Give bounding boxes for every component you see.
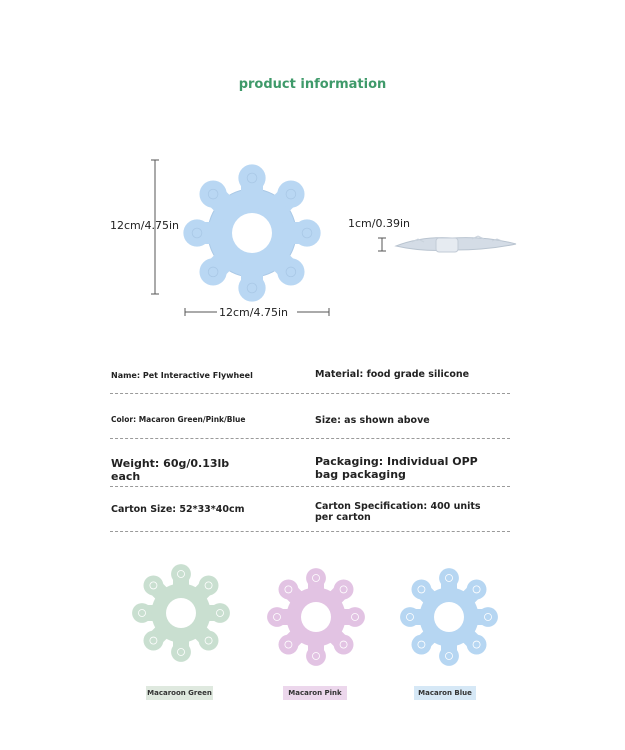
variant-label-green: Macaroon Green	[146, 686, 213, 700]
flywheel-side-view-image	[392, 230, 522, 260]
spec-name: Name: Pet Interactive Flywheel	[111, 371, 253, 380]
variant-label-blue: Macaron Blue	[414, 686, 476, 700]
page-title: product information	[238, 77, 387, 92]
spec-divider	[110, 393, 510, 394]
height-dimension-label: 12cm/4.75in	[110, 219, 179, 232]
spec-divider	[110, 486, 510, 487]
variant-label-pink: Macaron Pink	[283, 686, 347, 700]
spec-material: Material: food grade silicone	[315, 369, 470, 380]
thickness-dimension-label: 1cm/0.39in	[348, 217, 410, 230]
thickness-dimension-line	[377, 237, 387, 253]
flywheel-toy-image	[168, 153, 348, 313]
spec-carton-specification: Carton Specification: 400 units per carton	[315, 501, 481, 523]
green-toy-image	[121, 553, 241, 673]
blue-toy-image	[389, 557, 509, 677]
width-dimension-label: 12cm/4.75in	[219, 306, 288, 319]
spec-carton-size: Carton Size: 52*33*40cm	[111, 504, 245, 515]
spec-divider	[110, 438, 510, 439]
spec-color: Color: Macaron Green/Pink/Blue	[111, 415, 246, 424]
spec-weight: Weight: 60g/0.13lb each	[111, 457, 230, 483]
spec-size: Size: as shown above	[315, 415, 430, 426]
spec-divider	[110, 531, 510, 532]
pink-toy-image	[256, 557, 376, 677]
spec-packaging: Packaging: Individual OPP bag packaging	[315, 455, 478, 481]
